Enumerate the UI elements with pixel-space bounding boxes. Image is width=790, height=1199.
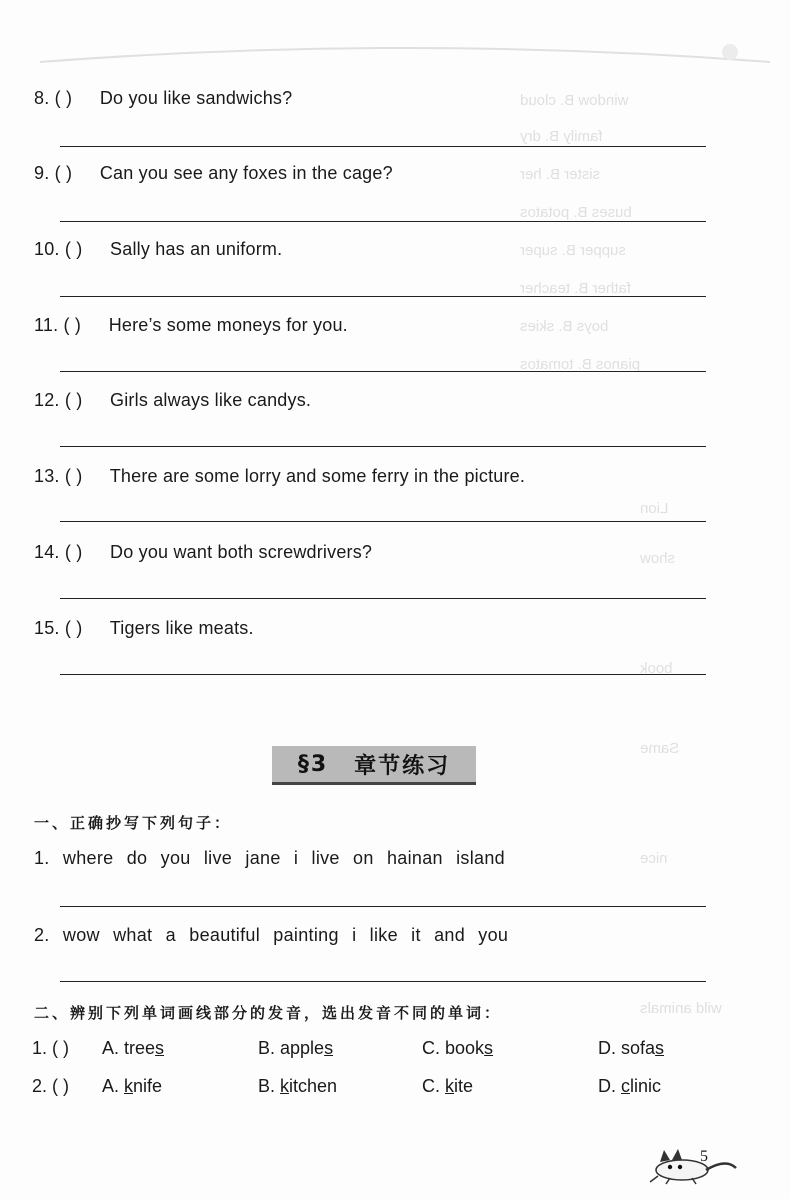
writing-line[interactable]	[60, 296, 706, 297]
question-10	[34, 239, 282, 260]
writing-line[interactable]	[60, 146, 706, 147]
row-number: 2.	[32, 1076, 48, 1096]
section-title	[272, 746, 476, 785]
section-number: §3	[297, 751, 329, 777]
answer-blank[interactable]: ( )	[54, 163, 73, 183]
option-d: D. clinic	[598, 1076, 662, 1096]
writing-line[interactable]	[60, 371, 706, 372]
writing-line[interactable]	[60, 446, 706, 447]
answer-blank[interactable]: ( )	[64, 466, 83, 486]
writing-line[interactable]	[60, 521, 706, 522]
question-number: 9.	[34, 163, 50, 183]
question-text: Tigers like meats.	[109, 618, 254, 638]
option-a: A. trees	[102, 1038, 165, 1058]
worksheet-page: window B. cloud family B. dry sister B. her buses B. potatos supper B. super father B. teacher boys B. skies pianos B. tomatos Lion show book Same nice wild animals 8. ( ) Do you like sandwichs? 9. ( ) Can you see any foxes in the cage? 10. ( ) Sally has an uniform. 11. ( ) Here’s some moneys for you. 12. ( ) Girls always like candys. 13. ( ) There are some lorry and some ferry in the picture. 14. ( ) Do you want both screwdrivers? 15. ( ) Tigers like meats. §3 章节练习 一、正确抄写下列句子： 1. where do you live jane i live on hainan island 2. wow what a beautiful painting i like it and you 二、辨别下列单词画线部分的发音，选出发音不同的单词： 1. ( ) A. trees B. apples C. books D. sofas 2. ( ) A. knife B. kitchen C. kite D. clinic 5	[0, 0, 790, 1199]
writing-line[interactable]	[60, 981, 706, 982]
question-number: 14.	[34, 542, 60, 562]
writing-line[interactable]	[60, 674, 706, 675]
section-name: 章节练习	[354, 753, 451, 779]
question-number: 15.	[34, 618, 60, 638]
answer-blank[interactable]: ( )	[64, 239, 83, 259]
part2-heading: 二、辨别下列单词画线部分的发音，选出发音不同的单词：	[34, 1004, 503, 1022]
option-c: C. kite	[422, 1076, 474, 1096]
question-14	[34, 542, 372, 563]
writing-line[interactable]	[60, 221, 706, 222]
question-number: 11.	[34, 315, 59, 335]
question-text: Do you like sandwichs?	[99, 88, 293, 108]
answer-blank[interactable]: ( )	[52, 1038, 70, 1058]
question-text: Sally has an uniform.	[110, 239, 283, 259]
writing-line[interactable]	[60, 598, 706, 599]
option-c: C. books	[422, 1038, 494, 1058]
question-number: 8.	[34, 88, 50, 108]
question-9	[34, 163, 393, 184]
answer-blank[interactable]: ( )	[54, 88, 73, 108]
question-number: 10.	[34, 239, 60, 259]
header-decoration	[40, 40, 770, 70]
option-b: B. apples	[258, 1038, 334, 1058]
option-b: B. kitchen	[258, 1076, 338, 1096]
copy-sentence-2: 2. wow what a beautiful painting i like it and you	[34, 925, 509, 945]
question-15	[34, 618, 254, 639]
question-13	[34, 466, 525, 487]
option-a: A. knife	[102, 1076, 163, 1096]
answer-blank[interactable]: ( )	[63, 315, 82, 335]
question-text: Can you see any foxes in the cage?	[99, 163, 393, 183]
answer-blank[interactable]: ( )	[64, 542, 83, 562]
row-number: 1.	[32, 1038, 48, 1058]
question-text: There are some lorry and some ferry in the picture.	[109, 466, 526, 486]
option-d: D. sofas	[598, 1038, 665, 1058]
question-text: Do you want both screwdrivers?	[110, 542, 373, 562]
question-number: 12.	[34, 390, 60, 410]
question-8	[34, 88, 292, 109]
question-number: 13.	[34, 466, 60, 486]
part1-heading: 一、正确抄写下列句子：	[34, 814, 233, 832]
answer-blank[interactable]: ( )	[64, 390, 83, 410]
answer-blank[interactable]: ( )	[52, 1076, 70, 1096]
question-12	[34, 390, 311, 411]
question-11	[34, 315, 348, 336]
question-text: Girls always like candys.	[110, 390, 312, 410]
question-text: Here’s some moneys for you.	[108, 315, 348, 335]
copy-sentence-1: 1. where do you live jane i live on hainan island	[34, 848, 505, 868]
answer-blank[interactable]: ( )	[64, 618, 83, 638]
mascot-cat-icon	[640, 1140, 740, 1185]
writing-line[interactable]	[60, 906, 706, 907]
page-number: 5	[700, 1148, 708, 1165]
